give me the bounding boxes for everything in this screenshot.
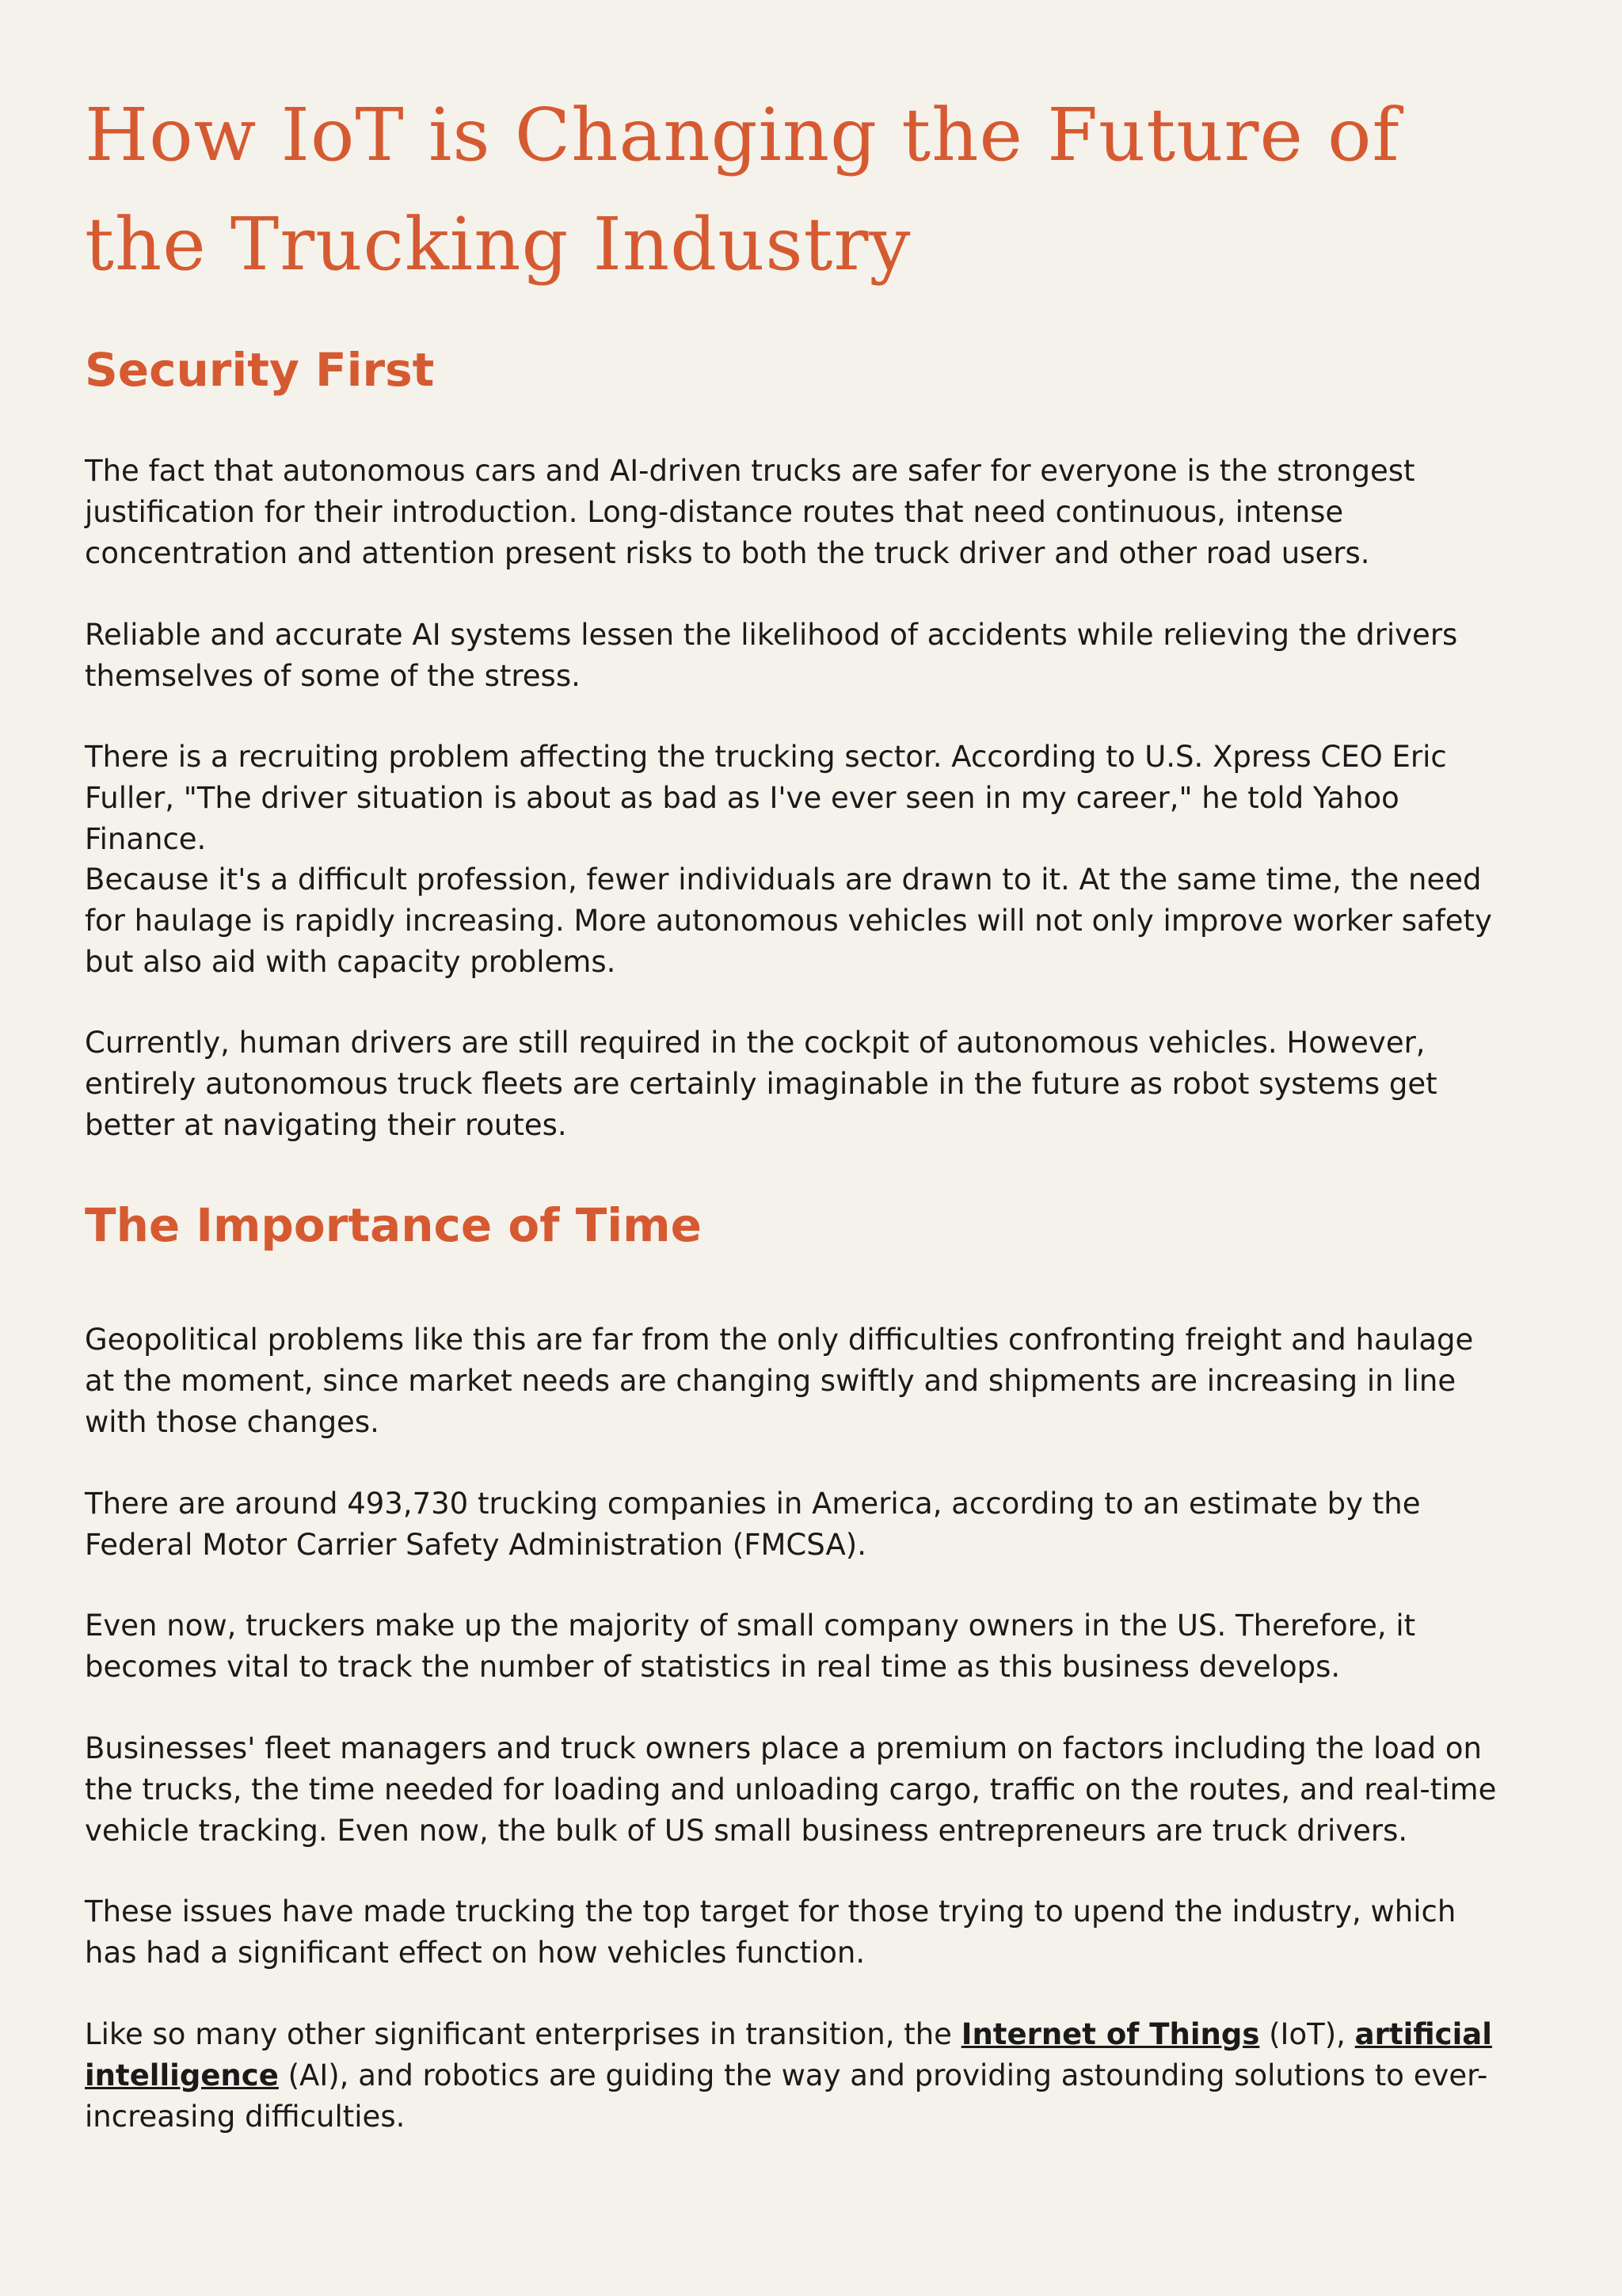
section-heading-importance-of-time: The Importance of Time <box>85 1198 702 1252</box>
paragraph: Because it's a difficult profession, fewer individuals are drawn to it. At the same time, the need for haulage is rapidly increasing. More autonomous vehicles will not only improve worker safety but also aid with capacity problems. <box>85 862 1492 979</box>
internet-of-things-link[interactable]: Internet of Things <box>961 2017 1260 2051</box>
paragraph: These issues have made trucking the top target for those trying to upend the industry, which has had a significant effect on how vehicles function. <box>85 1894 1456 1970</box>
text-segment: (IoT), <box>1259 2017 1355 2051</box>
paragraph: The fact that autonomous cars and AI-driven trucks are safer for everyone is the strongest justification for their introduction. Long-distance routes that need continuous, intense concentration and attention present risks to both the truck driver and other road users. <box>85 454 1415 570</box>
paragraph: There are around 493,730 trucking companies in America, according to an estimate by the Federal Motor Carrier Safety Administration (FMCSA). <box>85 1487 1421 1562</box>
text-segment: Like so many other significant enterprises in transition, the <box>85 2017 961 2051</box>
paragraph: Businesses' fleet managers and truck owners place a premium on factors including the load on the trucks, the time needed for loading and unloading cargo, traffic on the routes, and real-time vehicle tracking. Even now, the bulk of US small business entrepreneurs are truck drivers. <box>85 1731 1497 1848</box>
page-title: How IoT is Changing the Future of the Trucking Industry <box>85 93 1400 287</box>
paragraph: There is a recruiting problem affecting the trucking sector. According to U.S. Xpress CEO Eric Fuller, "The driver situation is about as bad as I've ever seen in my career," he told Yahoo Finance. <box>85 740 1447 856</box>
paragraph: Geopolitical problems like this are far from the only difficulties confronting freight and haulage at the moment, since market needs are changing swiftly and shipments are increasing in line with those changes. <box>85 1323 1474 1439</box>
section-heading-security-first: Security First <box>85 343 435 397</box>
paragraph: Reliable and accurate AI systems lessen the likelihood of accidents while relieving the drivers themselves of some of the stress. <box>85 618 1458 693</box>
text-segment: (AI), and robotics are guiding the way and providing astounding solutions to ever-increasing difficulties. <box>85 2058 1488 2134</box>
paragraph-with-links <box>85 2014 1510 2138</box>
paragraph: Even now, truckers make up the majority of small company owners in the US. Therefore, it becomes vital to track the number of statistics in real time as this business develops. <box>85 1609 1416 1684</box>
paragraph: Currently, human drivers are still required in the cockpit of autonomous vehicles. However, entirely autonomous truck fleets are certainly imaginable in the future as robot systems get better at navigating their routes. <box>85 1026 1437 1142</box>
artificial-intelligence-link[interactable]: artificial intelligence <box>85 2017 1492 2092</box>
